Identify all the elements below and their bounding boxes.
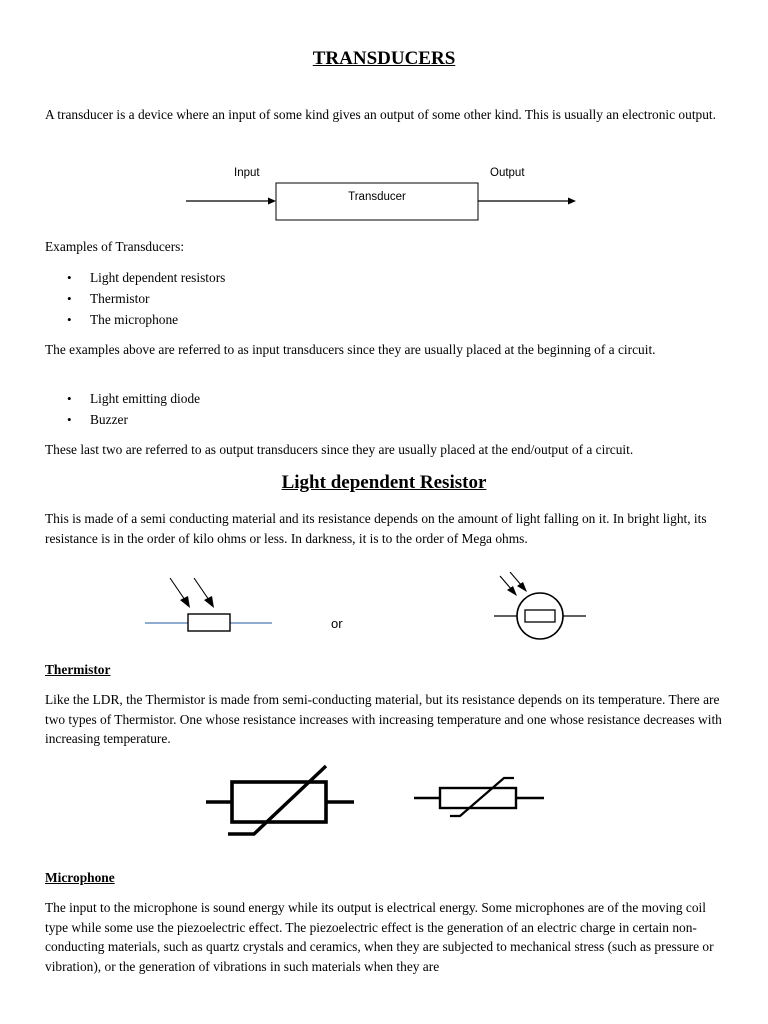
transducer-box-label: Transducer xyxy=(348,191,406,203)
page-title: TRANSDUCERS xyxy=(312,48,456,69)
output-arrow-head xyxy=(568,198,576,205)
input-arrow-head xyxy=(268,198,276,205)
list-item: • Light dependent resistors xyxy=(45,267,225,288)
thermistor-symbol-small xyxy=(410,772,550,822)
output-examples-list xyxy=(45,388,200,430)
microphone-paragraph: The input to the microphone is sound energy while its output is electrical energy. Some microphones are of the moving coil type while some use the piezoelectric effect. The piezoelectric effect is the generation of an electric charge in certain non-conducting materials, such as quartz crystals and ceramics, when they are subjected to mechanical stress (such as pressure or vibration), or the generation of vibrations in such materials when they are xyxy=(45,900,714,974)
examples-heading: Examples of Transducers: xyxy=(45,239,185,254)
ldr-symbol-circle xyxy=(490,572,590,642)
light-arrow-icon xyxy=(170,578,185,600)
list-item: • The microphone xyxy=(45,309,225,330)
intro-paragraph: A transducer is a device where an input of some kind gives an output of some other kind. This is usually an electronic output. xyxy=(45,107,716,122)
ldr-or-label: or xyxy=(331,616,343,631)
microphone-heading: Microphone xyxy=(45,870,115,885)
thermistor-paragraph: Like the LDR, the Thermistor is made from semi-conducting material, but its resistance depends on its temperature. There are two types of Thermistor. One whose resistance increases with increasing temperature and one whose resistance decreases with increasing temperature. xyxy=(45,692,722,746)
input-examples-list xyxy=(45,267,225,330)
output-label: Output xyxy=(490,167,525,179)
input-label: Input xyxy=(234,167,260,179)
light-arrow-icon xyxy=(194,578,209,600)
list-item: • Buzzer xyxy=(45,409,200,430)
ldr-heading: Light dependent Resistor xyxy=(281,472,487,493)
thermistor-heading: Thermistor xyxy=(45,662,111,677)
output-note: These last two are referred to as output transducers since they are usually placed at the end/output of a circuit. xyxy=(45,442,634,457)
list-item: • Thermistor xyxy=(45,288,225,309)
transducer-diagram xyxy=(180,160,590,225)
list-item: • Light emitting diode xyxy=(45,388,200,409)
thermistor-symbol-large xyxy=(200,762,360,842)
ldr-symbol-rect xyxy=(140,568,280,638)
input-note: The examples above are referred to as input transducers since they are usually placed at the beginning of a circuit. xyxy=(45,342,656,357)
ldr-paragraph: This is made of a semi conducting material and its resistance depends on the amount of light falling on it. In bright light, its resistance is in the order of kilo ohms or less. In darkness, it is to the order of Mega ohms. xyxy=(45,511,707,546)
